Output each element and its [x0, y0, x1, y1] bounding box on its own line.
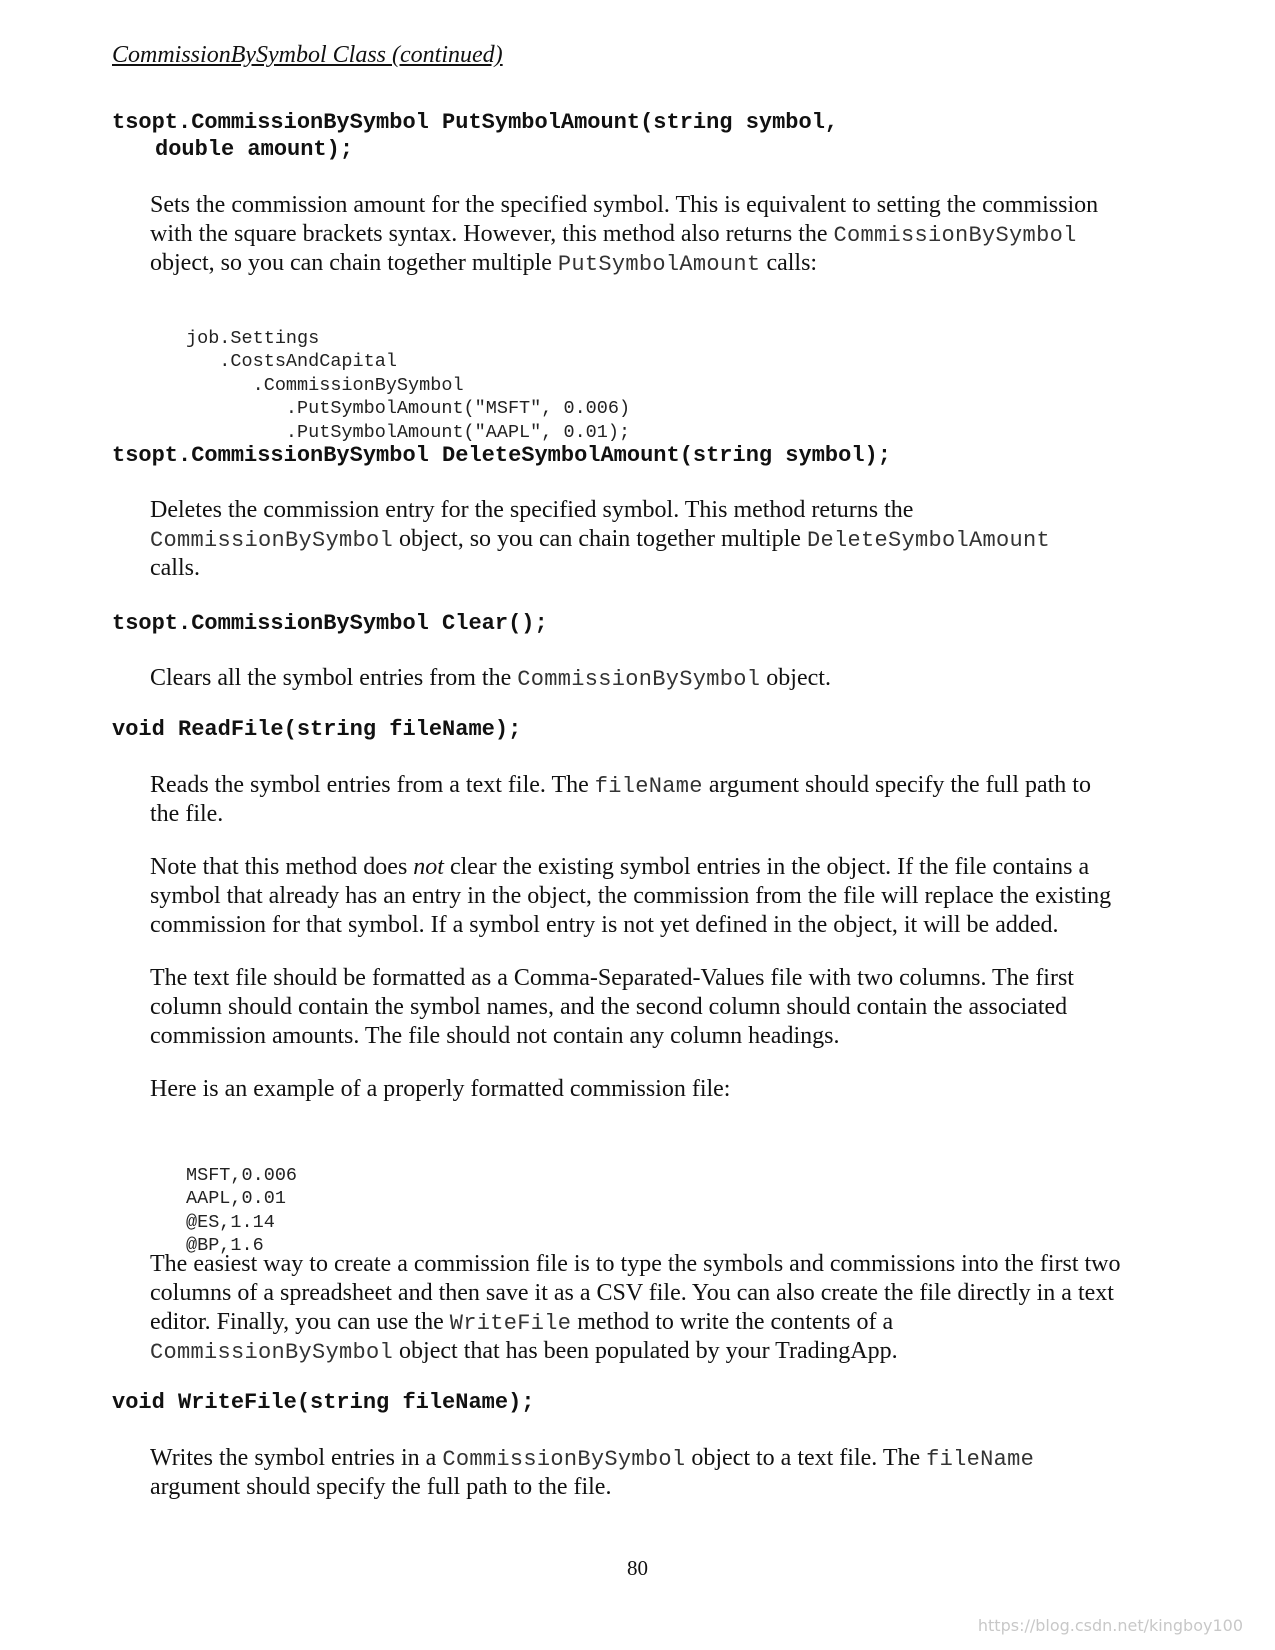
- put-symbol-amount-signature-line2: double amount);: [155, 137, 354, 162]
- text-span: Note that this method does: [150, 854, 414, 880]
- text-line: [150, 1337, 1160, 1366]
- readfile-format-paragraph: [150, 964, 1160, 1051]
- code-line: AAPL,0.01: [186, 1188, 286, 1209]
- code-line: job.Settings: [186, 327, 320, 349]
- text-span: Clears all the symbol entries from the: [150, 665, 518, 691]
- delete-symbol-amount-description: [150, 496, 1160, 583]
- text-line: commission amounts. The file should not contain any column headings.: [150, 1023, 840, 1049]
- text-span: argument should specify the full path to: [702, 772, 1091, 798]
- code-line: .PutSymbolAmount("MSFT", 0.006): [186, 398, 631, 419]
- text-line: Deletes the commission entry for the specified symbol. This method returns the: [150, 497, 914, 523]
- text-line: [150, 220, 1160, 249]
- text-line: the file.: [150, 801, 224, 827]
- inline-code: CommissionBySymbol: [442, 1447, 686, 1472]
- text-line: [150, 525, 1160, 554]
- text-span: calls:: [760, 250, 818, 276]
- inline-code: fileName: [926, 1447, 1035, 1472]
- text-span: object, so you can chain together multiple: [150, 250, 558, 276]
- text-line: [150, 664, 1160, 693]
- inline-code: CommissionBySymbol: [150, 528, 394, 553]
- readfile-description: [150, 771, 1160, 829]
- text-line: calls.: [150, 555, 200, 581]
- code-line: MSFT,0.006: [186, 1164, 298, 1186]
- text-span: object.: [760, 665, 831, 691]
- emphasis-text: not: [413, 854, 444, 880]
- text-span: clear the existing symbol entries in the object. If the file contains a: [443, 854, 1090, 880]
- readfile-tips-paragraph: [150, 1250, 1160, 1366]
- clear-description: [150, 664, 1160, 693]
- text-line: Here is an example of a properly formatted commission file:: [150, 1076, 731, 1102]
- inline-code: CommissionBySymbol: [150, 1340, 394, 1365]
- writefile-description: [150, 1444, 1160, 1502]
- text-span: object, so you can chain together multiple: [393, 526, 807, 552]
- code-line: @BP,1.6: [186, 1235, 264, 1256]
- watermark-text: https://blog.csdn.net/kingboy100: [977, 1616, 1243, 1635]
- text-line: argument should specify the full path to the file.: [150, 1474, 612, 1500]
- page-header-title: CommissionBySymbol Class (continued): [112, 42, 503, 68]
- code-line: .PutSymbolAmount("AAPL", 0.01);: [186, 421, 631, 443]
- text-span: Writes the symbol entries in a: [150, 1445, 443, 1471]
- inline-code: DeleteSymbolAmount: [806, 528, 1050, 553]
- readfile-signature: void ReadFile(string fileName);: [112, 717, 522, 742]
- inline-code: fileName: [594, 774, 703, 799]
- text-span: with the square brackets syntax. However, this method also returns the: [150, 221, 834, 247]
- text-span: object that has been populated by your TradingApp.: [393, 1338, 898, 1364]
- text-span: editor. Finally, you can use the: [150, 1309, 450, 1335]
- text-line: The easiest way to create a commission file is to type the symbols and commissions into the first two: [150, 1251, 1121, 1277]
- clear-signature: tsopt.CommissionBySymbol Clear();: [112, 611, 548, 636]
- text-line: [150, 1444, 1160, 1473]
- text-span: method to write the contents of a: [571, 1309, 894, 1335]
- text-line: [150, 1308, 1160, 1337]
- text-line: [150, 771, 1160, 800]
- text-line: [150, 853, 1160, 882]
- inline-code: PutSymbolAmount: [557, 252, 761, 277]
- inline-code: WriteFile: [449, 1311, 572, 1336]
- code-line: .CommissionBySymbol: [186, 374, 464, 396]
- text-line: [150, 249, 1160, 278]
- put-symbol-amount-description: [150, 191, 1160, 278]
- text-line: columns of a spreadsheet and then save it as a CSV file. You can also create the file directly in a text: [150, 1280, 1114, 1306]
- text-line: column should contain the symbol names, and the second column should contain the associated: [150, 994, 1068, 1020]
- text-line: commission for that symbol. If a symbol entry is not yet defined in the object, it will be added.: [150, 912, 1059, 938]
- code-line: @ES,1.14: [186, 1211, 275, 1233]
- text-line: symbol that already has an entry in the object, the commission from the file will replace the existing: [150, 883, 1112, 909]
- inline-code: CommissionBySymbol: [517, 667, 761, 692]
- text-span: Reads the symbol entries from a text file. The: [150, 772, 595, 798]
- inline-code: CommissionBySymbol: [833, 223, 1077, 248]
- put-symbol-amount-signature-line1: tsopt.CommissionBySymbol PutSymbolAmount(string symbol,: [112, 110, 839, 135]
- page-number: 80: [627, 1556, 648, 1580]
- text-line: Sets the commission amount for the specified symbol. This is equivalent to setting the commission: [150, 192, 1099, 218]
- readfile-note-paragraph: [150, 853, 1160, 940]
- writefile-signature: void WriteFile(string fileName);: [112, 1390, 535, 1415]
- text-span: object to a text file. The: [685, 1445, 927, 1471]
- code-line: .CostsAndCapital: [186, 351, 397, 372]
- readfile-example-intro: [150, 1075, 1160, 1104]
- text-line: The text file should be formatted as a Comma-Separated-Values file with two columns. The first: [150, 965, 1074, 991]
- delete-symbol-amount-signature: tsopt.CommissionBySymbol DeleteSymbolAmount(string symbol);: [112, 443, 891, 468]
